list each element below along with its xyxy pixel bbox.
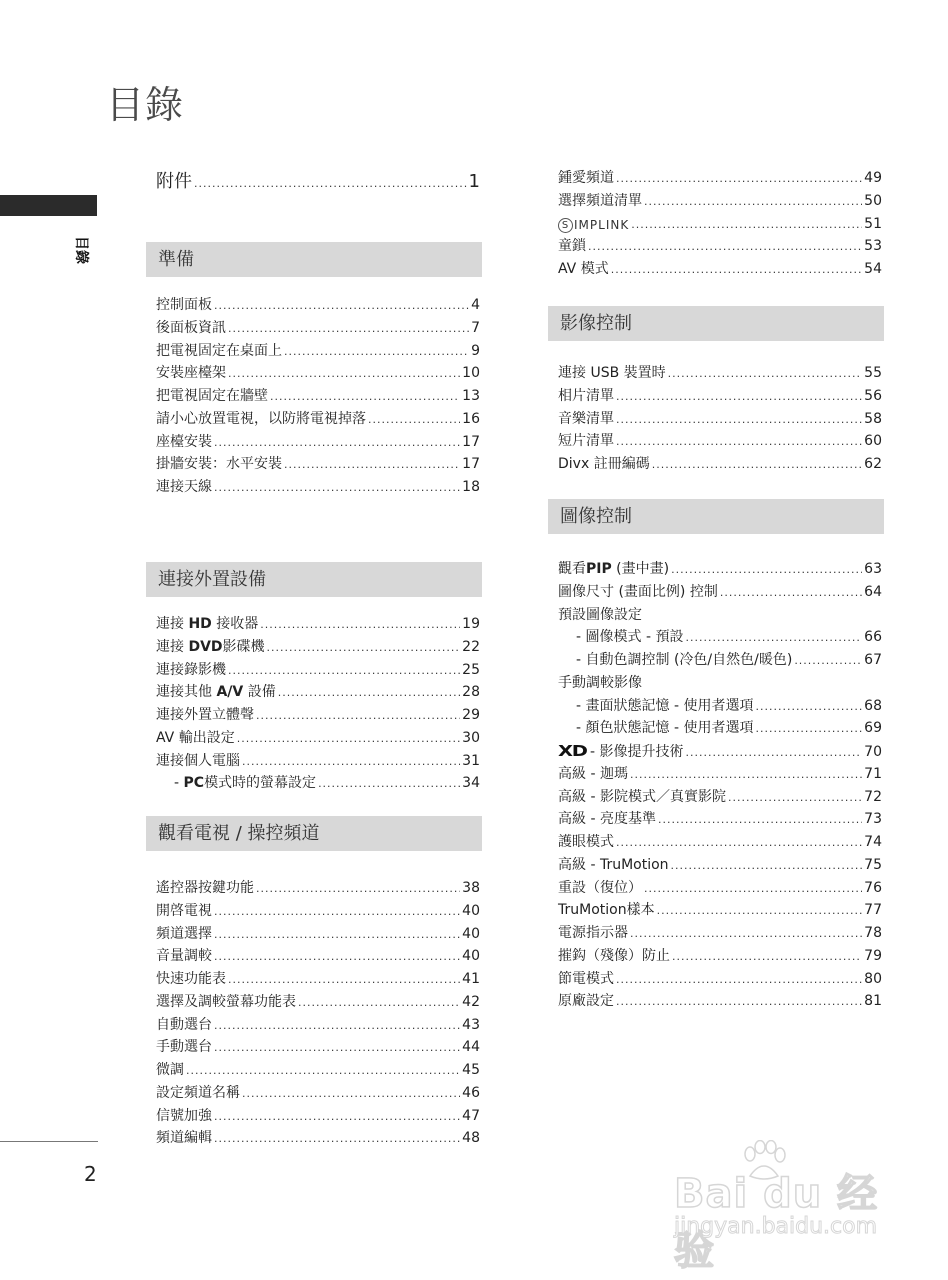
footer-rule: [0, 1141, 98, 1142]
entry-page: 7: [471, 319, 480, 336]
entry-label: 圖像尺寸 (畫面比例) 控制: [558, 583, 718, 600]
watermark-url: jingyan.baidu.com: [674, 1214, 878, 1239]
toc-entry[interactable]: [156, 1127, 480, 1150]
entry-label: 設定頻道名稱: [156, 1084, 240, 1101]
entry-label: - 畫面狀態記憶 - 使用者選項: [576, 697, 754, 714]
dot-leader: [260, 614, 460, 636]
entry-label: 遙控器按鍵功能: [156, 880, 254, 896]
page-number: 2: [84, 1162, 97, 1186]
dot-leader: [256, 878, 460, 900]
entry-label: 連接其他 A/V 設備: [156, 684, 276, 701]
toc-entry[interactable]: [558, 808, 882, 831]
toc-entry[interactable]: [156, 476, 480, 499]
dot-leader: [616, 386, 862, 408]
entry-page: 43: [462, 1016, 480, 1033]
dot-leader: [284, 341, 469, 363]
section-header-preparation: 準備: [146, 242, 482, 277]
entry-label: 選擇及調較螢幕功能表: [156, 993, 296, 1010]
entry-label: 把電視固定在牆壁: [156, 388, 268, 404]
dot-leader: [616, 969, 862, 991]
dot-leader: [685, 627, 862, 649]
entry-page: 81: [864, 993, 882, 1010]
entry-page: 41: [462, 971, 480, 987]
toc-entry[interactable]: [156, 727, 480, 750]
toc-entry[interactable]: [156, 431, 480, 454]
entry-page: 44: [462, 1039, 480, 1056]
entry-page: 17: [462, 433, 480, 450]
toc-entry[interactable]: [558, 558, 882, 581]
toc-entry[interactable]: [156, 1082, 480, 1105]
entry-page: 10: [462, 365, 480, 382]
entry-label: 高級 - 亮度基準: [558, 811, 656, 828]
toc-entry[interactable]: [558, 877, 882, 900]
dot-leader: [214, 295, 469, 317]
entry-page: 46: [462, 1084, 480, 1101]
dot-leader: [652, 454, 862, 476]
entry-label: 電源指示器: [558, 925, 628, 941]
toc-entry[interactable]: [558, 190, 882, 213]
entry-page: 34: [462, 775, 480, 792]
entry-label: 相片清單: [558, 387, 614, 404]
toc-entry[interactable]: [558, 430, 882, 453]
dot-leader: [672, 946, 862, 968]
xd-logo-icon: XD: [558, 742, 587, 760]
dot-leader: [686, 742, 863, 764]
entry-label: 請小心放置電視，以防將電視掉落: [156, 410, 366, 427]
toc-entry[interactable]: [558, 854, 882, 877]
toc-entry[interactable]: [558, 235, 882, 258]
entry-page: 19: [462, 616, 480, 632]
entry-page: 1: [468, 171, 480, 192]
entry-page: 4: [471, 297, 480, 313]
dot-leader: [214, 946, 460, 968]
toc-entry[interactable]: [558, 453, 882, 476]
entry-page: 80: [864, 970, 882, 987]
dot-leader: [278, 682, 460, 704]
entry-label: 後面板資訊: [156, 319, 226, 336]
entry-page: 29: [462, 707, 480, 723]
entry-label: 童鎖: [558, 238, 586, 255]
section-list-media-control: [558, 362, 882, 476]
entry-label: - 圖像模式 - 預設: [576, 629, 684, 646]
entry-page: 74: [864, 834, 882, 850]
entry-page: 42: [462, 993, 480, 1010]
entry-page: 55: [864, 365, 882, 381]
entry-page: 73: [864, 811, 882, 828]
toc-entry[interactable]: [558, 831, 882, 854]
dot-leader: [631, 214, 862, 236]
toc-entry-accessories[interactable]: [156, 167, 480, 197]
entry-page: 77: [864, 902, 882, 919]
dot-leader: [228, 969, 460, 991]
dot-leader: [616, 409, 862, 431]
dot-leader: [611, 259, 862, 281]
entry-page: 54: [864, 261, 882, 277]
toc-entry[interactable]: [558, 167, 882, 190]
toc-entry[interactable]: [156, 704, 480, 727]
entry-label: 手動調較影像: [558, 674, 642, 691]
entry-page: 78: [864, 925, 882, 941]
dot-leader: [298, 992, 460, 1014]
dot-leader: [237, 728, 460, 750]
toc-entry[interactable]: [558, 763, 882, 786]
dot-leader: [214, 1128, 460, 1150]
dot-leader: [186, 1060, 460, 1082]
section-list-picture-control: [558, 558, 882, 1013]
entry-label: 把電視固定在桌面上: [156, 342, 282, 359]
dot-leader: [194, 169, 467, 199]
entry-label: 重設（復位）: [558, 879, 642, 896]
side-tab-bar: [0, 195, 97, 216]
dot-leader: [284, 454, 460, 476]
watermark: [672, 1140, 892, 1274]
dot-leader: [671, 559, 862, 581]
toc-entry[interactable]: [156, 1014, 480, 1037]
dot-leader: [214, 1015, 460, 1037]
toc-entry[interactable]: [156, 659, 480, 682]
toc-entry[interactable]: [156, 900, 480, 923]
toc-entry[interactable]: [156, 636, 480, 659]
toc-entry[interactable]: [156, 340, 480, 363]
entry-page: 16: [462, 410, 480, 427]
side-tab-label: 目錄: [73, 236, 89, 264]
entry-label: 開啓電視: [156, 902, 212, 919]
watermark-brand: Bai du 经验: [674, 1171, 879, 1274]
continued-list: [558, 167, 882, 281]
dot-leader: [644, 878, 862, 900]
toc-entry-xd[interactable]: [558, 740, 882, 763]
dot-leader: [616, 832, 862, 854]
entry-label: 連接錄影機: [156, 661, 226, 678]
entry-page: 38: [462, 880, 480, 896]
entry-label: 連接 DVD影碟機: [156, 638, 265, 655]
section-list-watching-tv: [156, 877, 480, 1150]
toc-entry[interactable]: [558, 922, 882, 945]
entry-label: 高級 - 迦瑪: [558, 765, 628, 782]
entry-page: 30: [462, 729, 480, 746]
entry-label: 控制面板: [156, 297, 212, 313]
entry-page: 22: [462, 638, 480, 655]
dot-leader: [616, 168, 862, 190]
entry-label: 自動選台: [156, 1016, 212, 1033]
entry-label: 原廠設定: [558, 993, 614, 1010]
toc-entry[interactable]: [558, 362, 882, 385]
toc-entry[interactable]: [558, 945, 882, 968]
entry-page: 69: [864, 720, 882, 737]
entry-label: 摧鈎（殘像）防止: [558, 947, 670, 964]
entry-page: 50: [864, 192, 882, 209]
toc-entry[interactable]: [558, 408, 882, 431]
entry-label: XD - 影像提升技術: [558, 742, 684, 760]
dot-leader: [214, 477, 460, 499]
dot-leader: [214, 1106, 460, 1128]
dot-leader: [728, 787, 862, 809]
entry-page: 68: [864, 697, 882, 714]
entry-label: 選擇頻道清單: [558, 192, 642, 209]
entry-label: 高級 - TruMotion: [558, 856, 669, 873]
entry-label: - 顏色狀態記憶 - 使用者選項: [576, 720, 754, 737]
entry-page: 13: [462, 388, 480, 404]
entry-page: 79: [864, 947, 882, 964]
dot-leader: [228, 363, 460, 385]
dot-leader: [616, 991, 862, 1013]
toc-entry[interactable]: [558, 786, 882, 809]
dot-leader: [242, 751, 460, 773]
dot-leader: [242, 1083, 460, 1105]
dot-leader: [214, 901, 460, 923]
entry-page: 47: [462, 1107, 480, 1124]
toc-entry-sub[interactable]: [558, 626, 882, 649]
toc-group-heading: [558, 672, 882, 695]
toc-entry[interactable]: [156, 453, 480, 476]
entry-label: 音量調較: [156, 948, 212, 965]
entry-page: 60: [864, 433, 882, 450]
entry-label: 連接外置立體聲: [156, 707, 254, 723]
entry-label: 快速功能表: [156, 971, 226, 987]
dot-leader: [755, 718, 862, 740]
toc-entry[interactable]: [156, 362, 480, 385]
entry-label: 預設圖像設定: [558, 606, 642, 623]
toc-entry-sub[interactable]: [558, 717, 882, 740]
entry-label: 鍾愛頻道: [558, 170, 614, 186]
entry-label: 音樂清單: [558, 410, 614, 427]
toc-entry[interactable]: [156, 294, 480, 317]
entry-page: 45: [462, 1062, 480, 1078]
entry-label: 手動選台: [156, 1039, 212, 1056]
dot-leader: [228, 660, 460, 682]
section-list-external-devices: [156, 613, 480, 795]
dot-leader: [588, 236, 862, 258]
section-list-preparation: [156, 294, 480, 499]
toc-entry[interactable]: [156, 1105, 480, 1128]
entry-label: 連接 USB 裝置時: [558, 365, 666, 381]
toc-entry[interactable]: [156, 385, 480, 408]
dot-leader: [720, 582, 862, 604]
toc-entry[interactable]: [156, 681, 480, 704]
dot-leader: [267, 637, 461, 659]
entry-label: 護眼模式: [558, 834, 614, 850]
intro-entry-group: [156, 167, 480, 197]
dot-leader: [630, 764, 862, 786]
toc-entry[interactable]: [156, 613, 480, 636]
entry-page: 71: [864, 765, 882, 782]
entry-label: 頻道編輯: [156, 1130, 212, 1147]
toc-entry-sub[interactable]: [558, 695, 882, 718]
toc-entry[interactable]: [156, 991, 480, 1014]
entry-page: 51: [864, 215, 882, 232]
entry-page: 64: [864, 583, 882, 600]
entry-label: 附件: [156, 171, 192, 192]
entry-page: 75: [864, 856, 882, 873]
entry-page: 72: [864, 788, 882, 805]
entry-label: 座檯安裝: [156, 433, 212, 450]
entry-label: 高級 - 影院模式／真實影院: [558, 788, 726, 805]
entry-page: 17: [462, 456, 480, 473]
section-header-watching-tv: 觀看電視 / 操控頻道: [146, 816, 482, 851]
toc-entry-simplink[interactable]: [558, 213, 882, 236]
dot-leader: [318, 773, 460, 795]
entry-page: 25: [462, 661, 480, 678]
entry-label: 連接個人電腦: [156, 752, 240, 769]
entry-label: 短片清單: [558, 433, 614, 450]
entry-label: 觀看PIP (畫中畫): [558, 561, 670, 577]
entry-label: 連接 HD 接收器: [156, 616, 259, 632]
dot-leader: [671, 855, 863, 877]
dot-leader: [658, 809, 862, 831]
entry-label: 微調: [156, 1062, 184, 1078]
entry-page: 40: [462, 925, 480, 942]
toc-entry-sub[interactable]: [156, 772, 480, 795]
entry-page: 9: [471, 342, 480, 359]
entry-page: 31: [462, 752, 480, 769]
dot-leader: [214, 432, 460, 454]
toc-entry[interactable]: [156, 877, 480, 900]
entry-label: 安裝座檯架: [156, 365, 226, 382]
dot-leader: [668, 363, 863, 385]
page-title: 目錄: [106, 83, 185, 127]
toc-entry[interactable]: [156, 1036, 480, 1059]
dot-leader: [228, 318, 469, 340]
entry-label: 連接天線: [156, 479, 212, 495]
dot-leader: [630, 923, 862, 945]
toc-entry[interactable]: [558, 968, 882, 991]
toc-entry[interactable]: [558, 581, 882, 604]
toc-entry-sub[interactable]: [558, 649, 882, 672]
entry-page: 53: [864, 238, 882, 255]
entry-page: 40: [462, 902, 480, 919]
section-header-external-devices: 連接外置設備: [146, 562, 482, 597]
entry-label: AV 輸出設定: [156, 729, 235, 746]
entry-page: 56: [864, 387, 882, 404]
toc-entry[interactable]: [558, 258, 882, 281]
entry-page: 40: [462, 948, 480, 965]
entry-page: 58: [864, 410, 882, 427]
dot-leader: [270, 386, 460, 408]
entry-label: 信號加強: [156, 1107, 212, 1124]
dot-leader: [214, 924, 460, 946]
entry-page: 48: [462, 1130, 480, 1147]
entry-label: Divx 註冊編碼: [558, 456, 650, 472]
toc-group-heading: [558, 604, 882, 627]
section-header-picture-control: 圖像控制: [548, 499, 884, 534]
dot-leader: [657, 900, 863, 922]
entry-page: 70: [864, 744, 882, 760]
simplink-logo-icon: S IMPLINK: [558, 214, 629, 236]
toc-entry[interactable]: [156, 408, 480, 431]
section-header-media-control: 影像控制: [548, 306, 884, 341]
toc-entry[interactable]: [156, 750, 480, 773]
entry-label: TruMotion樣本: [558, 902, 655, 919]
entry-label: 掛牆安裝：水平安裝: [156, 456, 282, 473]
entry-page: 63: [864, 561, 882, 577]
dot-leader: [644, 191, 862, 213]
toc-entry[interactable]: [558, 899, 882, 922]
entry-page: 49: [864, 170, 882, 186]
entry-label: 節電模式: [558, 970, 614, 987]
dot-leader: [368, 409, 460, 431]
dot-leader: [794, 650, 862, 672]
toc-entry[interactable]: [156, 923, 480, 946]
entry-page: 62: [864, 456, 882, 472]
toc-entry[interactable]: [558, 990, 882, 1013]
entry-label: AV 模式: [558, 261, 609, 277]
dot-leader: [616, 431, 862, 453]
entry-label: 頻道選擇: [156, 925, 212, 942]
dot-leader: [256, 705, 460, 727]
entry-label: - PC模式時的螢幕設定: [174, 775, 317, 792]
entry-page: 18: [462, 479, 480, 495]
entry-label: - 自動色調控制 (冷色/自然色/暖色): [576, 652, 793, 668]
entry-page: 67: [864, 652, 882, 668]
entry-page: 66: [864, 629, 882, 646]
toc-entry[interactable]: [156, 968, 480, 991]
entry-page: 28: [462, 684, 480, 701]
dot-leader: [755, 696, 862, 718]
toc-entry[interactable]: [156, 945, 480, 968]
toc-entry[interactable]: [156, 317, 480, 340]
entry-page: 76: [864, 879, 882, 896]
toc-entry[interactable]: [156, 1059, 480, 1082]
dot-leader: [214, 1037, 460, 1059]
toc-entry[interactable]: [558, 385, 882, 408]
